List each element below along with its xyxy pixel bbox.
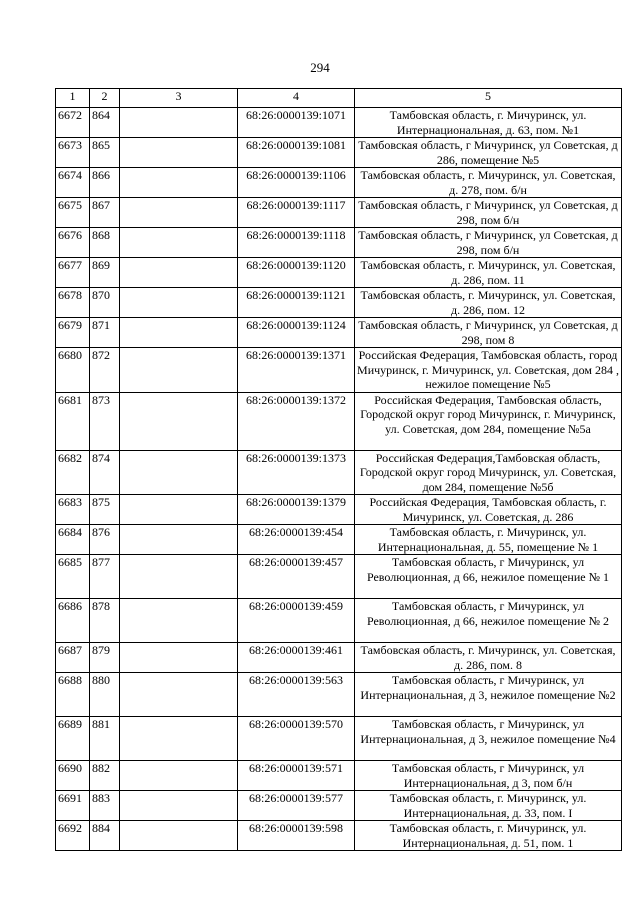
table-row [56,525,622,555]
empty-cell [120,450,238,495]
row-number-cell: 6685 [56,555,90,599]
row-number-cell: 6683 [56,495,90,525]
address-cell: Тамбовская область, г Мичуринск, ул Интернациональная, д 3, пом б/н [355,761,622,791]
header-col-2: 2 [90,89,120,108]
table-body [56,108,622,851]
cadastral-number-cell: 68:26:0000139:1372 [238,392,355,450]
row-index-cell: 875 [90,495,120,525]
table-row [56,643,622,673]
empty-cell [120,168,238,198]
row-index-cell: 867 [90,198,120,228]
table-row [56,450,622,495]
row-number-cell: 6681 [56,392,90,450]
address-cell: Российская Федерация, Тамбовская область, город Мичуринск, г. Мичуринск, ул. Советская, дом 284 , нежилое помещение №5 [355,348,622,393]
empty-cell [120,599,238,643]
table-row [56,392,622,450]
address-cell: Тамбовская область, г Мичуринск, ул Интернациональная, д 3, нежилое помещение №2 [355,673,622,717]
table-row [56,138,622,168]
row-index-cell: 878 [90,599,120,643]
row-index-cell: 870 [90,288,120,318]
row-number-cell: 6682 [56,450,90,495]
empty-cell [120,791,238,821]
row-index-cell: 880 [90,673,120,717]
empty-cell [120,643,238,673]
empty-cell [120,717,238,761]
row-index-cell: 879 [90,643,120,673]
table-row [56,108,622,138]
table-row [56,821,622,851]
table-row [56,198,622,228]
row-index-cell: 873 [90,392,120,450]
row-number-cell: 6672 [56,108,90,138]
row-number-cell: 6678 [56,288,90,318]
address-cell: Российская Федерация, Тамбовская область, Городской округ город Мичуринск, г. Мичуринск, ул. Советская, дом 284, помещение №5а [355,392,622,450]
empty-cell [120,318,238,348]
cadastral-number-cell: 68:26:0000139:1371 [238,348,355,393]
table-row [56,599,622,643]
empty-cell [120,108,238,138]
row-number-cell: 6684 [56,525,90,555]
empty-cell [120,495,238,525]
row-number-cell: 6673 [56,138,90,168]
row-index-cell: 869 [90,258,120,288]
cadastral-number-cell: 68:26:0000139:1117 [238,198,355,228]
table-row [56,318,622,348]
empty-cell [120,258,238,288]
header-row [56,89,622,108]
address-cell: Тамбовская область, г Мичуринск, ул Советская, д 298, пом б/н [355,228,622,258]
cadastral-number-cell: 68:26:0000139:461 [238,643,355,673]
row-index-cell: 872 [90,348,120,393]
address-cell: Тамбовская область, г Мичуринск, ул Советская, д 286, помещение №5 [355,138,622,168]
row-index-cell: 866 [90,168,120,198]
address-cell: Российская Федерация, Тамбовская область, г. Мичуринск, ул. Советская, д. 286 [355,495,622,525]
address-cell: Тамбовская область, г. Мичуринск, ул. Советская, д. 278, пом. б/н [355,168,622,198]
cadastral-number-cell: 68:26:0000139:563 [238,673,355,717]
address-cell: Российская Федерация,Тамбовская область, Городской округ город Мичуринск, ул. Советская, дом 284, помещение №5б [355,450,622,495]
row-number-cell: 6691 [56,791,90,821]
address-cell: Тамбовская область, г. Мичуринск, ул. Интернациональная, д. 51, пом. 1 [355,821,622,851]
cadastral-number-cell: 68:26:0000139:1071 [238,108,355,138]
address-cell: Тамбовская область, г Мичуринск, ул Интернациональная, д 3, нежилое помещение №4 [355,717,622,761]
row-index-cell: 865 [90,138,120,168]
row-index-cell: 864 [90,108,120,138]
header-col-1: 1 [56,89,90,108]
row-number-cell: 6688 [56,673,90,717]
address-cell: Тамбовская область, г. Мичуринск, ул. Советская, д. 286, пом. 11 [355,258,622,288]
row-number-cell: 6675 [56,198,90,228]
empty-cell [120,348,238,393]
empty-cell [120,138,238,168]
empty-cell [120,392,238,450]
address-cell: Тамбовская область, г. Мичуринск, ул. Интернациональная, д. 33, пом. I [355,791,622,821]
empty-cell [120,821,238,851]
cadastral-number-cell: 68:26:0000139:570 [238,717,355,761]
cadastral-number-cell: 68:26:0000139:1106 [238,168,355,198]
empty-cell [120,525,238,555]
table-row [56,555,622,599]
address-cell: Тамбовская область, г Мичуринск, ул Революционная, д 66, нежилое помещение № 1 [355,555,622,599]
cadastral-number-cell: 68:26:0000139:1118 [238,228,355,258]
empty-cell [120,228,238,258]
table-row [56,228,622,258]
address-cell: Тамбовская область, г Мичуринск, ул Советская, д 298, пом 8 [355,318,622,348]
row-number-cell: 6687 [56,643,90,673]
row-index-cell: 874 [90,450,120,495]
row-index-cell: 871 [90,318,120,348]
empty-cell [120,555,238,599]
row-index-cell: 883 [90,791,120,821]
cadastral-number-cell: 68:26:0000139:1121 [238,288,355,318]
table-row [56,717,622,761]
address-cell: Тамбовская область, г. Мичуринск, ул. Интернациональная, д. 63, пом. №1 [355,108,622,138]
table-row [56,673,622,717]
header-col-3: 3 [120,89,238,108]
cadastral-number-cell: 68:26:0000139:1081 [238,138,355,168]
address-cell: Тамбовская область, г Мичуринск, ул Революционная, д 66, нежилое помещение № 2 [355,599,622,643]
page-number: 294 [310,60,330,75]
table-row [56,288,622,318]
cadastral-number-cell: 68:26:0000139:1379 [238,495,355,525]
cadastral-number-cell: 68:26:0000139:1373 [238,450,355,495]
row-index-cell: 877 [90,555,120,599]
row-number-cell: 6680 [56,348,90,393]
address-cell: Тамбовская область, г. Мичуринск, ул. Советская, д. 286, пом. 8 [355,643,622,673]
cadastral-number-cell: 68:26:0000139:1120 [238,258,355,288]
row-index-cell: 881 [90,717,120,761]
property-table [55,88,622,851]
header-col-4: 4 [238,89,355,108]
table-row [56,348,622,393]
table-row [56,495,622,525]
cadastral-number-cell: 68:26:0000139:1124 [238,318,355,348]
empty-cell [120,288,238,318]
empty-cell [120,761,238,791]
row-index-cell: 876 [90,525,120,555]
table-row [56,791,622,821]
row-number-cell: 6679 [56,318,90,348]
cadastral-number-cell: 68:26:0000139:598 [238,821,355,851]
cadastral-number-cell: 68:26:0000139:577 [238,791,355,821]
empty-cell [120,198,238,228]
cadastral-number-cell: 68:26:0000139:459 [238,599,355,643]
address-cell: Тамбовская область, г Мичуринск, ул Советская, д 298, пом б/н [355,198,622,228]
row-index-cell: 884 [90,821,120,851]
address-cell: Тамбовская область, г. Мичуринск, ул. Интернациональная, д. 55, помещение № 1 [355,525,622,555]
row-number-cell: 6686 [56,599,90,643]
row-index-cell: 868 [90,228,120,258]
address-cell: Тамбовская область, г. Мичуринск, ул. Советская, д. 286, пом. 12 [355,288,622,318]
table-row [56,761,622,791]
row-number-cell: 6689 [56,717,90,761]
table-row [56,258,622,288]
cadastral-number-cell: 68:26:0000139:457 [238,555,355,599]
row-number-cell: 6690 [56,761,90,791]
row-index-cell: 882 [90,761,120,791]
empty-cell [120,673,238,717]
table-row [56,168,622,198]
row-number-cell: 6676 [56,228,90,258]
row-number-cell: 6692 [56,821,90,851]
row-number-cell: 6674 [56,168,90,198]
cadastral-number-cell: 68:26:0000139:571 [238,761,355,791]
row-number-cell: 6677 [56,258,90,288]
cadastral-number-cell: 68:26:0000139:454 [238,525,355,555]
header-col-5: 5 [355,89,622,108]
